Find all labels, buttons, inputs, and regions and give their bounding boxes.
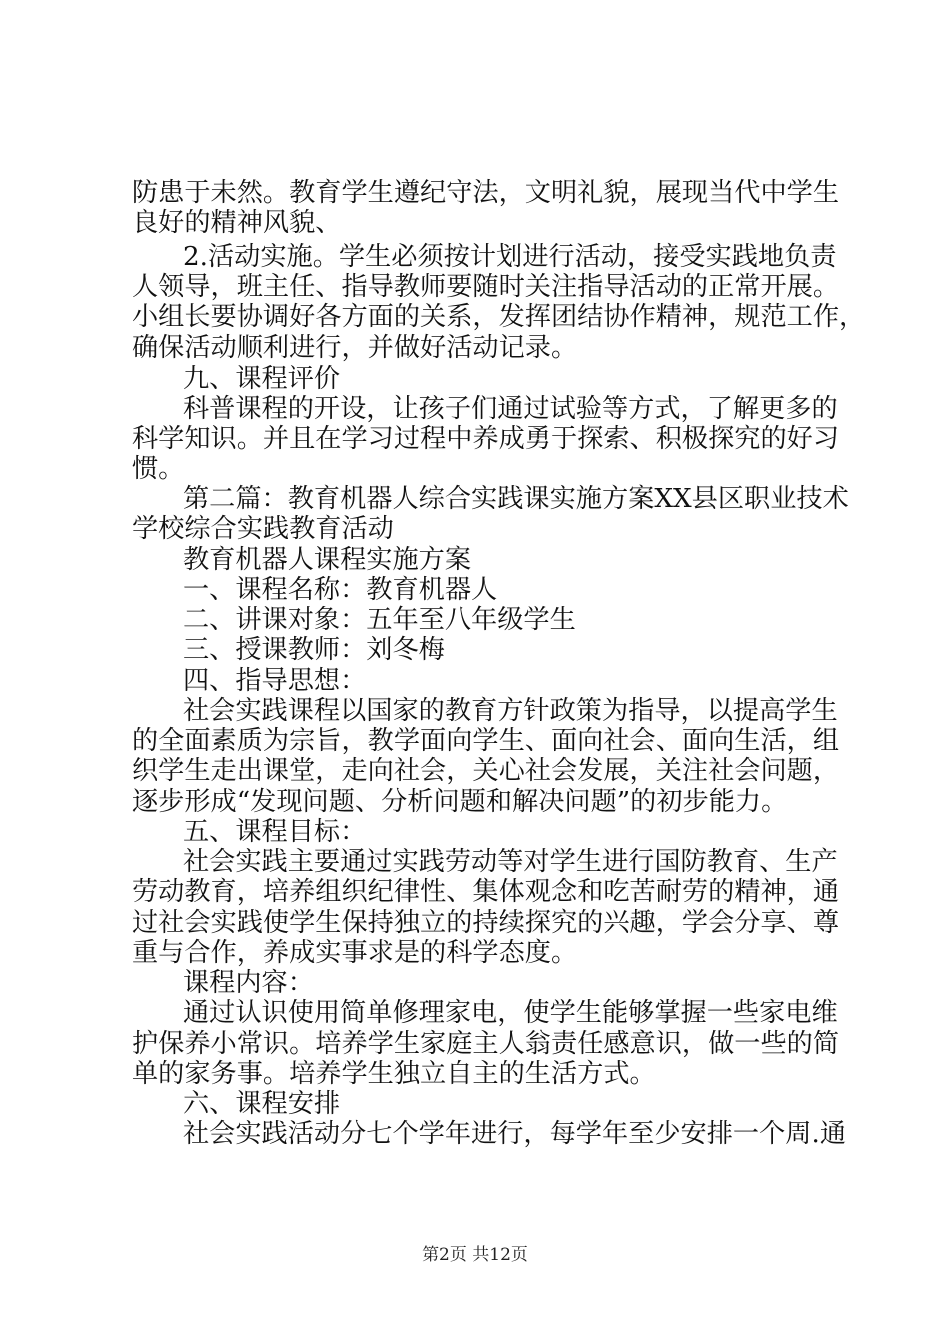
- body-line: 科普课程的开设，让孩子们通过试验等方式，了解更多的: [183, 394, 838, 424]
- section-heading: 一、课程名称：教育机器人: [183, 575, 498, 605]
- section-heading: 四、指导思想：: [183, 666, 367, 696]
- section-heading: 课程内容：: [183, 968, 314, 998]
- body-line: 良好的精神风貌、: [132, 208, 342, 238]
- section-heading: 三、授课教师：刘冬梅: [183, 635, 445, 665]
- body-line: 防患于未然。教育学生遵纪守法，文明礼貌，展现当代中学生: [132, 178, 840, 208]
- chapter-heading: 学校综合实践教育活动: [132, 514, 394, 544]
- body-line: 护保养小常识。培养学生家庭主人翁责任感意识，做一些的简: [132, 1029, 840, 1059]
- body-line: 2.活动实施。学生必须按计划进行活动，接受实践地负责: [183, 242, 837, 272]
- doc-title: 教育机器人课程实施方案: [183, 545, 472, 575]
- body-line: 社会实践主要通过实践劳动等对学生进行国防教育、生产: [183, 847, 838, 877]
- section-heading: 六、课程安排: [183, 1089, 341, 1119]
- chapter-heading: 第二篇：教育机器人综合实践课实施方案XX县区职业技术: [183, 484, 849, 514]
- body-line: 科学知识。并且在学习过程中养成勇于探索、积极探究的好习: [132, 424, 840, 454]
- body-line: 社会实践课程以国家的教育方针政策为指导，以提高学生: [183, 696, 838, 726]
- section-heading: 二、讲课对象：五年至八年级学生: [183, 605, 576, 635]
- body-line: 织学生走出课堂，走向社会，关心社会发展，关注社会问题，: [132, 756, 840, 786]
- body-line: 逐步形成“发现问题、分析问题和解决问题”的初步能力。: [132, 787, 788, 817]
- body-line: 通过认识使用简单修理家电，使学生能够掌握一些家电维: [183, 998, 838, 1028]
- body-line: 人领导，班主任、指导教师要随时关注指导活动的正常开展。: [132, 272, 840, 302]
- body-line: 的全面素质为宗旨，教学面向学生、面向社会、面向生活，组: [132, 726, 840, 756]
- body-line: 重与合作，养成实事求是的科学态度。: [132, 938, 578, 968]
- section-heading: 五、课程目标：: [183, 817, 367, 847]
- section-heading: 九、课程评价: [183, 364, 341, 394]
- body-line: 小组长要协调好各方面的关系，发挥团结协作精神，规范工作，: [132, 302, 866, 332]
- body-line: 过社会实践使学生保持独立的持续探究的兴趣，学会分享、尊: [132, 908, 840, 938]
- body-line: 劳动教育，培养组织纪律性、集体观念和吃苦耐劳的精神，通: [132, 877, 840, 907]
- body-line: 社会实践活动分七个学年进行，每学年至少安排一个周.通: [183, 1119, 847, 1149]
- body-line: 确保活动顺利进行，并做好活动记录。: [132, 333, 578, 363]
- body-line: 单的家务事。培养学生独立自主的生活方式。: [132, 1059, 656, 1089]
- page-number-footer: 第2页 共12页: [422, 1245, 528, 1265]
- body-line: 惯。: [132, 454, 185, 484]
